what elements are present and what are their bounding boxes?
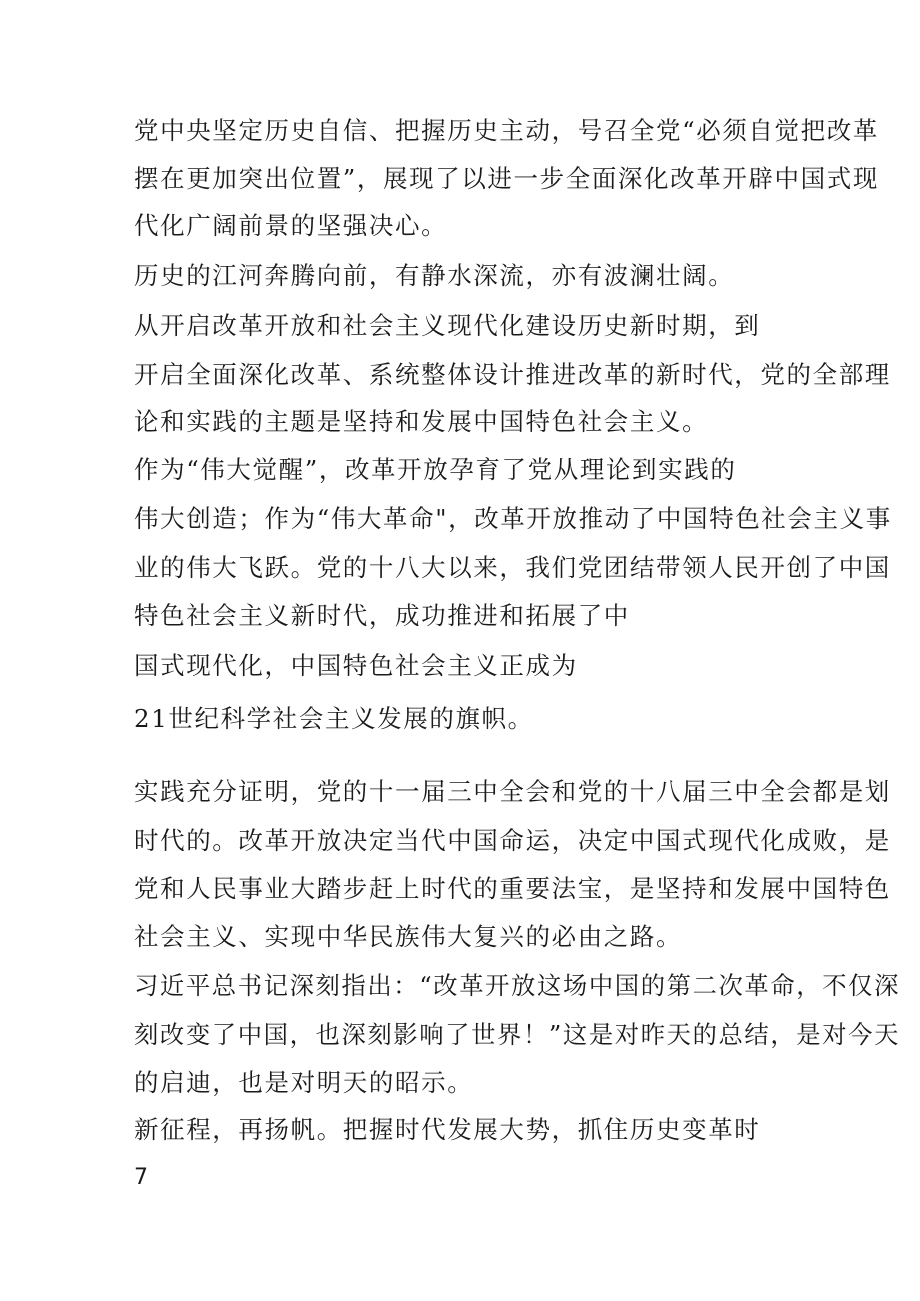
text-line-13: 21世纪科学社会主义发展的旗帜。 [134, 704, 534, 733]
text-line-7: 论和实践的主题是坚持和发展中国特色社会主义。 [134, 407, 709, 436]
text-line-12: 国式现代化，中国特色社会主义正成为 [134, 651, 578, 680]
text-line-15: 时代的。改革开放决定当代中国命运，决定中国式现代化成败，是 [134, 826, 891, 855]
text-line-3: 代化广阔前景的坚强决心。 [134, 211, 448, 240]
text-line-10: 业的伟大飞跃。党的十八大以来，我们党团结带领人民开创了中国 [134, 553, 891, 582]
text-line-19: 刻改变了中国，也深刻影响了世界！”这是对昨天的总结，是对今天 [134, 1020, 901, 1049]
text-line-17: 社会主义、实现中华民族伟大复兴的必由之路。 [134, 922, 683, 951]
text-line-11: 特色社会主义新时代，成功推进和拓展了中 [134, 601, 630, 630]
page-number: 7 [134, 1165, 148, 1190]
text-line-9: 伟大创造；作为“伟大革命"，改革开放推动了中国特色社会主义事 [134, 504, 892, 533]
text-line-5: 从开启改革开放和社会主义现代化建设历史新时期，到 [134, 311, 761, 340]
text-line-8: 作为“伟大觉醒”，改革开放孕育了党从理论到实践的 [134, 455, 737, 484]
text-line-20: 的启迪，也是对明天的昭示。 [134, 1068, 474, 1097]
text-line-16: 党和人民事业大踏步赶上时代的重要法宝，是坚持和发展中国特色 [134, 874, 891, 903]
text-line-21: 新征程，再扬帆。把握时代发展大势，抓住历史变革时 [134, 1115, 761, 1144]
text-line-4: 历史的江河奔腾向前，有静水深流，亦有波澜壮阔。 [134, 261, 735, 290]
text-line-14: 实践充分证明，党的十一届三中全会和党的十八届三中全会都是划 [134, 777, 891, 806]
text-line-6: 开启全面深化改革、系统整体设计推进改革的新时代，党的全部理 [134, 360, 891, 389]
text-line-18: 习近平总书记深刻指出：“改革开放这场中国的第二次革命，不仅深 [134, 971, 901, 1000]
text-line-2: 摆在更加突出位置”，展现了以进一步全面深化改革开辟中国式现 [134, 164, 879, 193]
text-line-1: 党中央坚定历史自信、把握历史主动，号召全党“必须自觉把改革 [134, 116, 879, 145]
